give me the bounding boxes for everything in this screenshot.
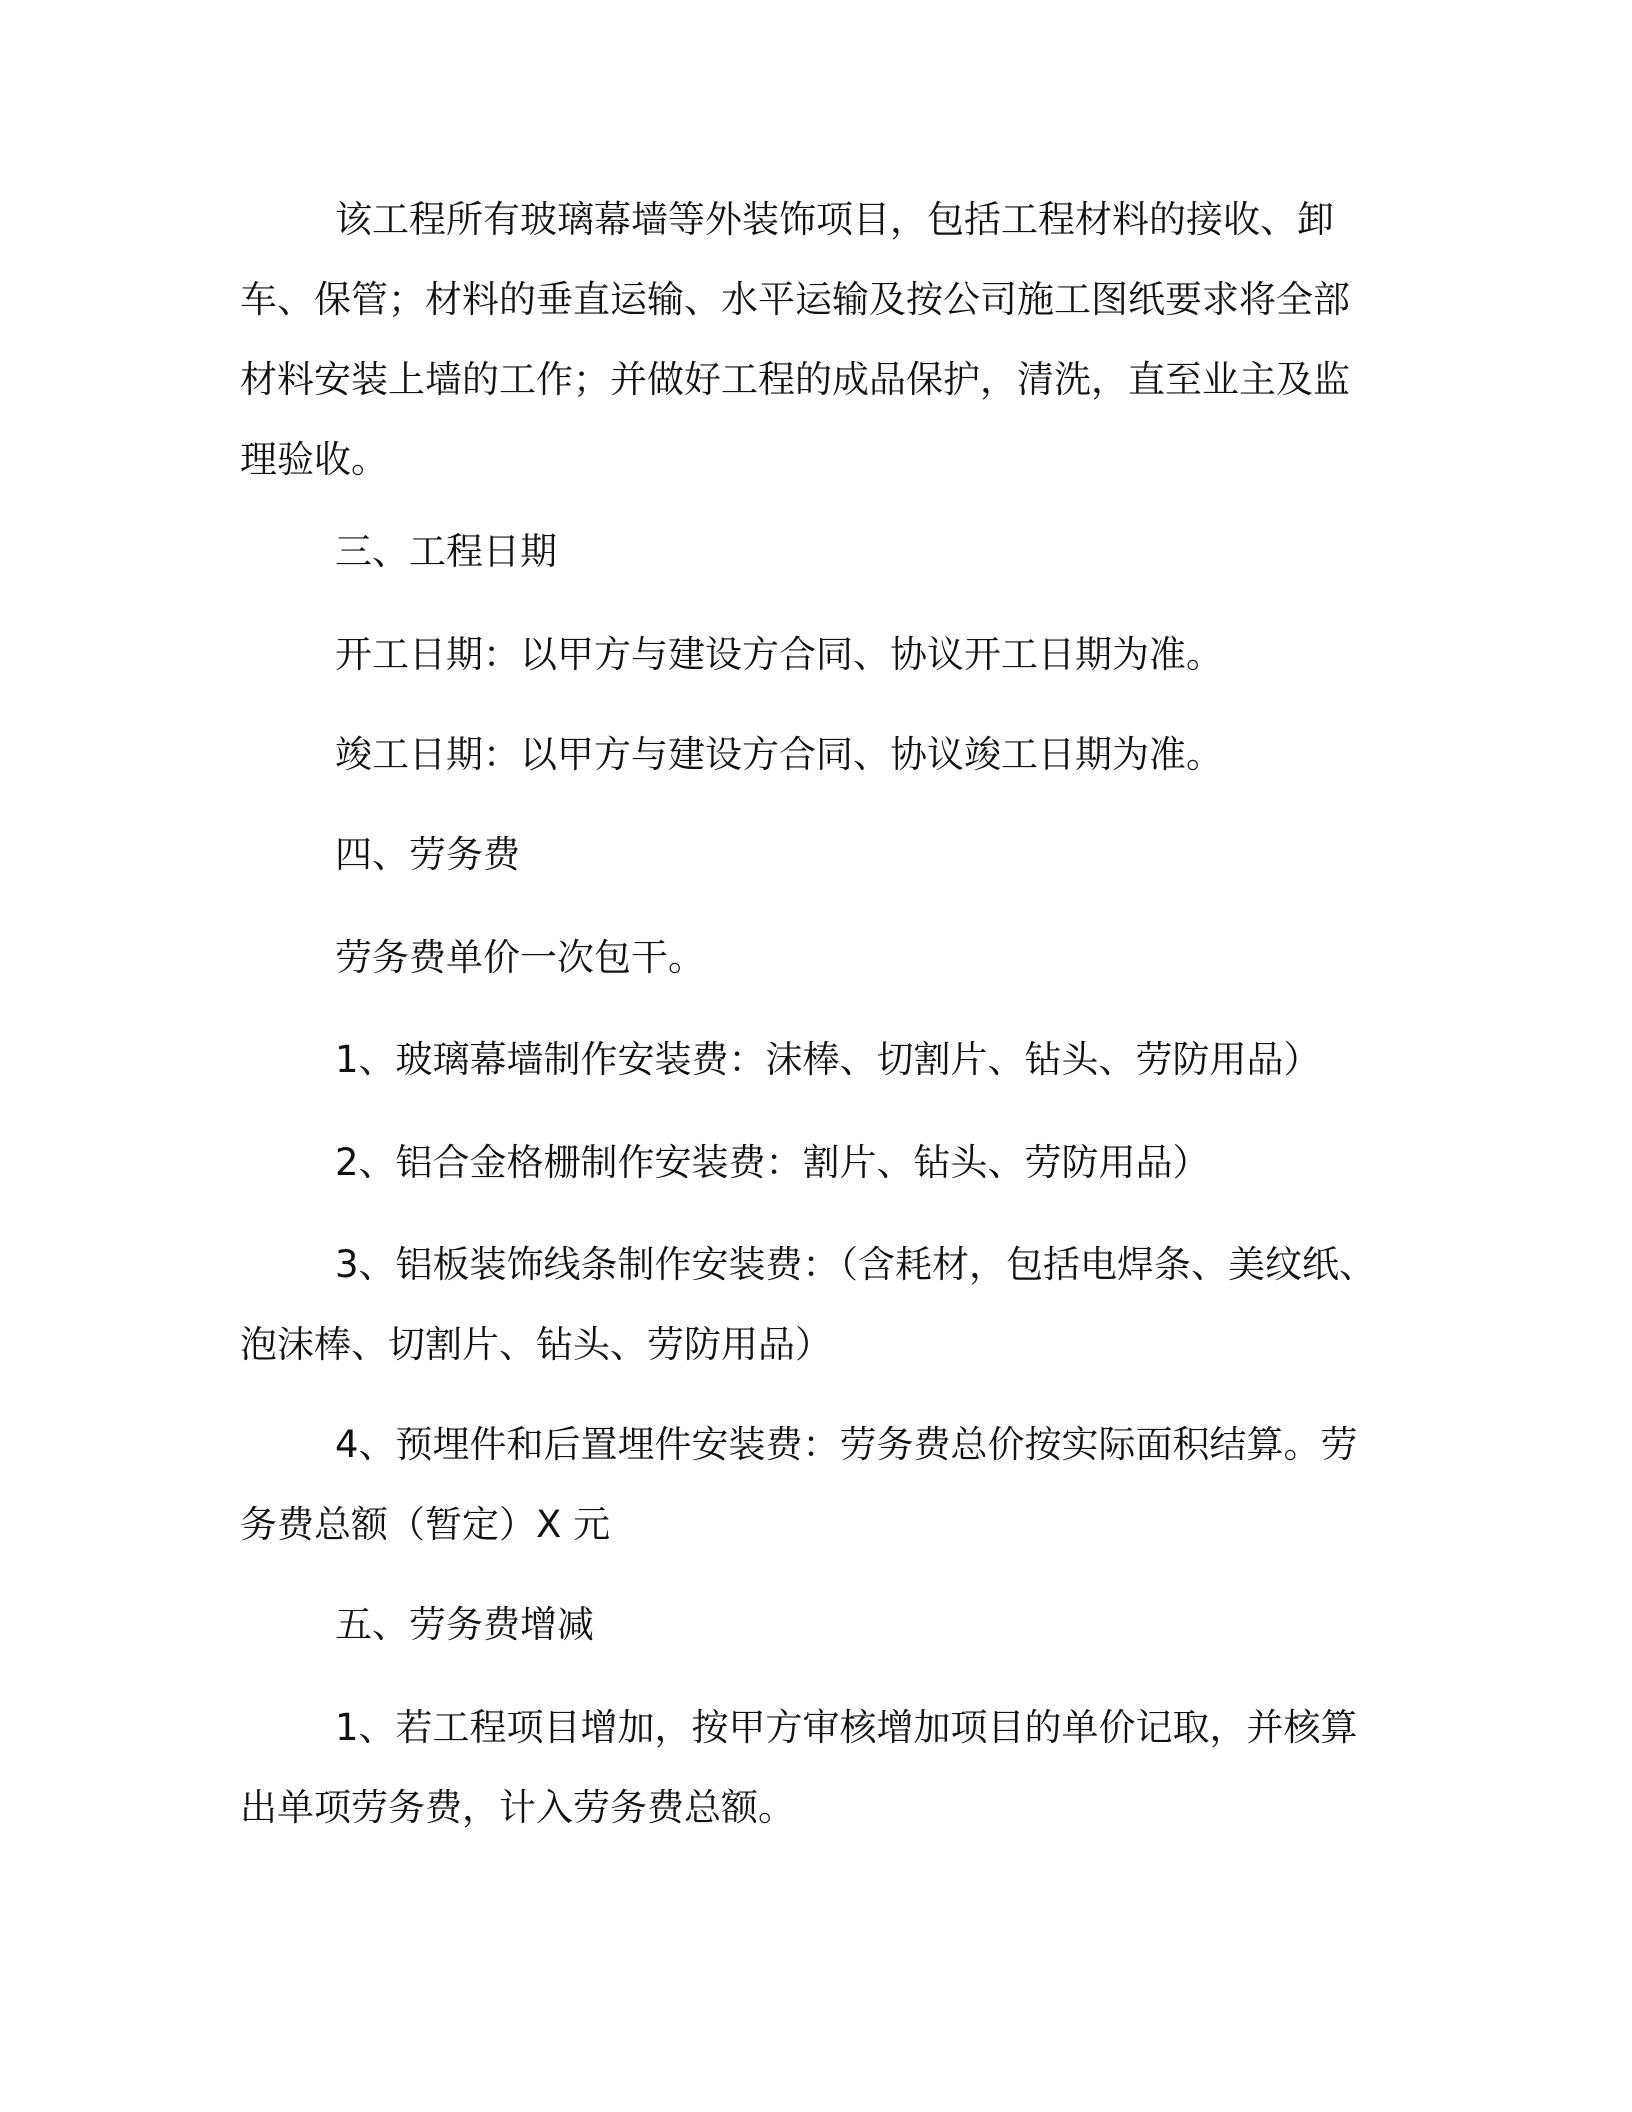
section-heading-labor-fee: 四、劳务费 [335,833,520,876]
paragraph-scope-of-work: 该工程所有玻璃幕墙等外装饰项目，包括工程材料的接收、卸车、保管；材料的垂直运输、水平运输及按公司施工图纸要求将全部材料安装上墙的工作；并做好工程的成品保护，清洗，直至业主及监理验收。 [240,198,1350,481]
list-item-aluminum-trim: 3、铝板装饰线条制作安装费：（含耗材，包括电焊条、美纹纸、泡沫棒、切割片、钻头、劳防用品） [240,1243,1377,1366]
paragraph-labor-unit-price: 劳务费单价一次包干。 [335,936,705,979]
paragraph-completion-date: 竣工日期：以甲方与建设方合同、协议竣工日期为准。 [335,733,1223,776]
paragraph-start-date: 开工日期：以甲方与建设方合同、协议开工日期为准。 [335,633,1223,676]
list-item-project-increase: 1、若工程项目增加，按甲方审核增加项目的单价记取，并核算出单项劳务费，计入劳务费总额。 [240,1706,1358,1829]
list-item-aluminum-grille: 2、铝合金格栅制作安装费：割片、钻头、劳防用品） [335,1141,1210,1184]
section-heading-schedule: 三、工程日期 [335,530,557,573]
section-heading-fee-adjustment: 五、劳务费增减 [335,1603,594,1646]
list-item-glass-curtain-wall: 1、玻璃幕墙制作安装费：沫棒、切割片、钻头、劳防用品） [335,1038,1321,1081]
list-item-embedded-parts: 4、预埋件和后置埋件安装费：劳务费总价按实际面积结算。劳务费总额（暂定）X 元 [240,1423,1358,1546]
